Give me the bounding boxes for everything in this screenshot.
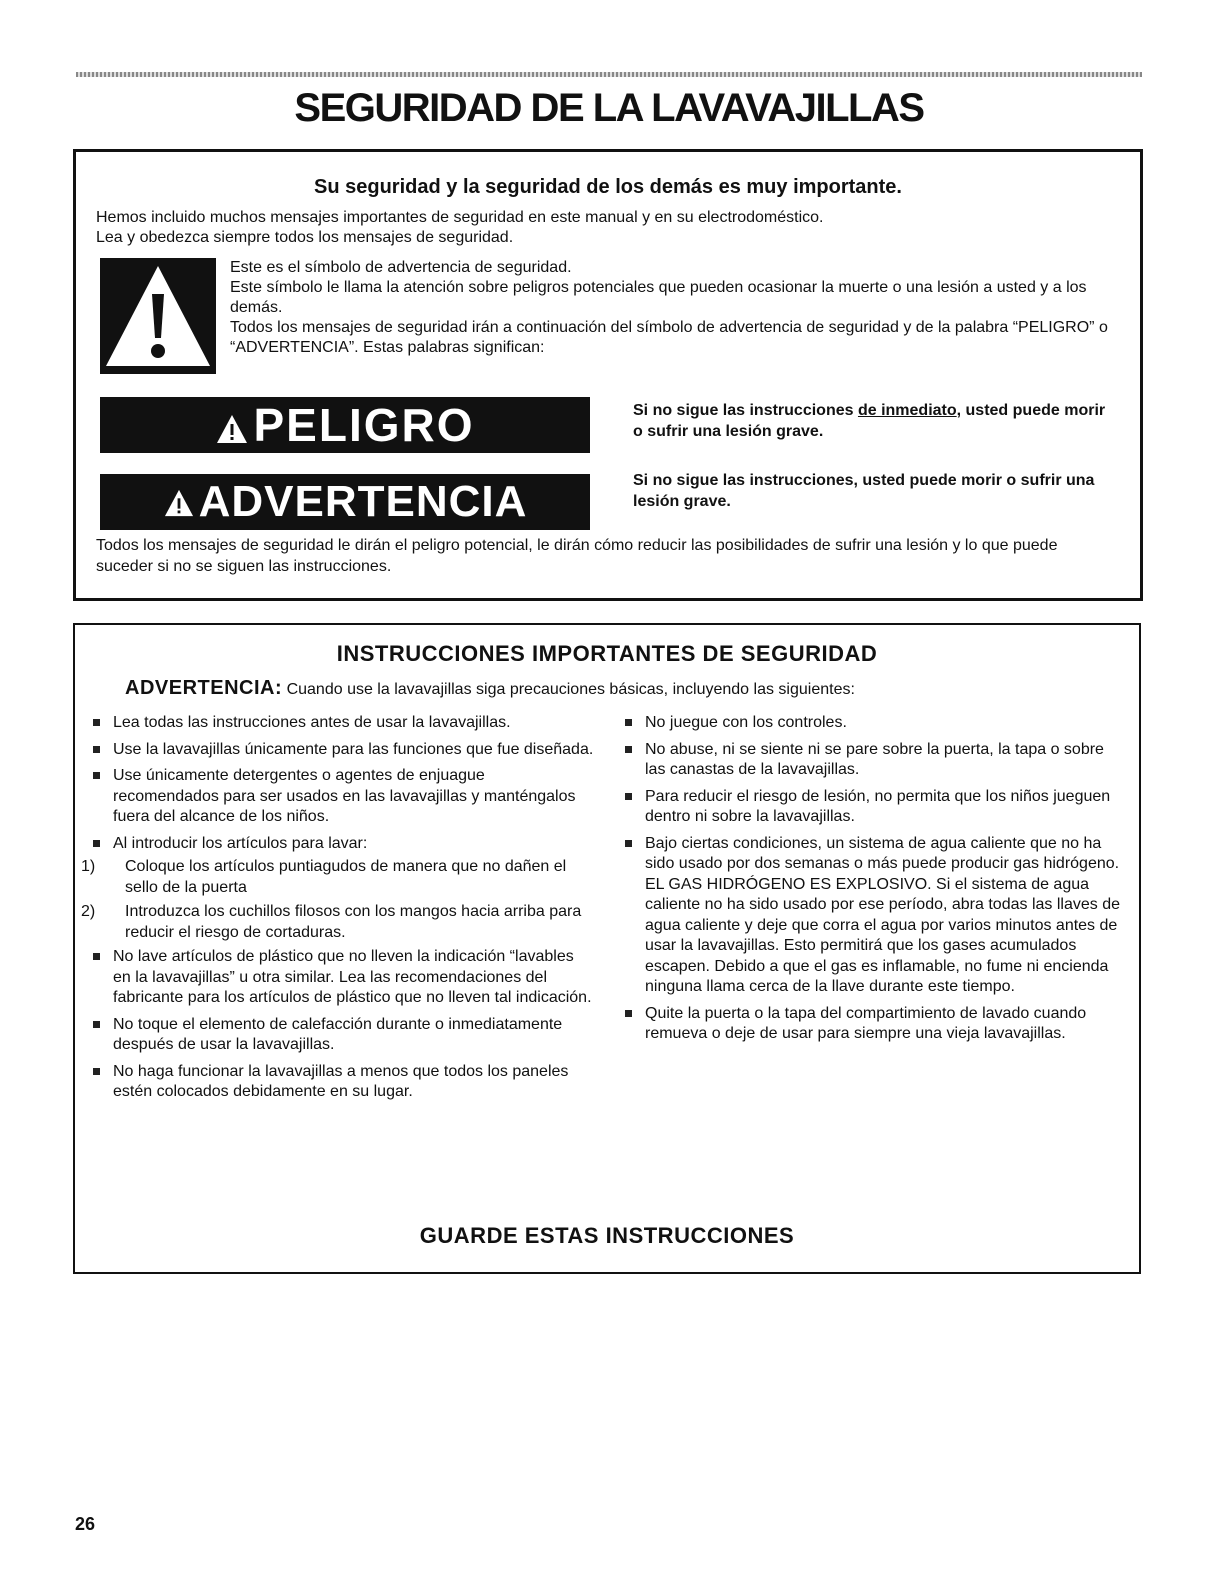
list-item-text: No juegue con los controles. (645, 714, 847, 731)
list-item-text: Al introducir los artículos para lavar: (113, 834, 368, 852)
instructions-warning (125, 677, 855, 700)
safety-alert-symbol-icon (100, 258, 216, 374)
bullet-icon (625, 746, 632, 753)
list-item-text: Use únicamente detergentes o agentes de enjuague recomendados para ser usados en las lavavajillas y manténgalos fuera del alcance de los niños. (113, 767, 576, 825)
sub-list-item (81, 857, 595, 898)
sub-list-item (81, 902, 595, 943)
bullet-icon (625, 1010, 632, 1017)
bullet-icon (93, 772, 100, 779)
list-item-text: Use la lavavajillas únicamente para las funciones que fue diseñada. (113, 740, 594, 758)
danger-desc-part: , usted puede morir o sufrir una lesión grave. (633, 402, 1106, 440)
symbol-text-3: Todos los mensajes de seguridad irán a continuación del símbolo de advertencia de seguridad y de la palabra “PELIGRO” o “ADVERTENCIA”. Estas palabras significan: (230, 319, 1108, 356)
instructions-left-column (81, 713, 595, 1109)
safety-intro-line-2: Lea y obedezca siempre todos los mensajes de seguridad. (96, 229, 514, 246)
danger-desc-part: Si no sigue las instrucciones (633, 402, 858, 419)
save-instructions-heading: GUARDE ESTAS INSTRUCCIONES (419, 1223, 795, 1248)
symbol-text-2: Este símbolo le llama la atención sobre peligros potenciales que pueden ocasionar la muerte o una lesión a usted y a los demás. (230, 279, 1087, 316)
bullet-icon (93, 1068, 100, 1075)
list-item-text: No haga funcionar la lavavajillas a menos que todos los paneles estén colocados debidamente en su lugar. (113, 1062, 569, 1100)
top-rule (76, 72, 1142, 77)
list-item (85, 834, 595, 855)
danger-banner (100, 397, 590, 453)
list-item-text: Bajo ciertas condiciones, un sistema de agua caliente que no ha sido usado por dos semanas o más puede producir gas hidrógeno. EL GAS HIDRÓGENO ES EXPLOSIVO. Si el sistema de agua caliente no ha sido usado por ese período, abra todas las llaves de agua caliente y deje que corra el agua por varios minutos antes de usar la lavavajillas. Esto permitirá que los gases acumulados escapen. Debido a que el gas es inflamable, no fume ni encienda ninguna llama cerca de la llave durante este tiempo. (645, 834, 1120, 995)
list-item (85, 947, 595, 1009)
danger-desc-underlined: de inmediato (857, 402, 957, 419)
list-item-text: No abuse, ni se siente ni se pare sobre la puerta, la tapa o sobre las canastas de la lavavajillas. (645, 740, 1104, 778)
safety-heading: Su seguridad y la seguridad de los demás es muy importante. (314, 176, 902, 198)
warning-description: Si no sigue las instrucciones, usted puede morir o sufrir una lesión grave. (633, 472, 1095, 510)
sub-list-number: 2) (81, 903, 96, 920)
list-item-text: Lea todas las instrucciones antes de usar la lavavajillas. (113, 714, 511, 731)
warning-triangle-icon (163, 476, 195, 532)
list-item-text: No toque el elemento de calefacción durante o inmediatamente después de usar la lavavajillas. (113, 1015, 563, 1053)
symbol-explanation (230, 258, 1110, 358)
instructions-warning-text: Cuando use la lavavajillas siga precauciones básicas, incluyendo las siguientes: (282, 681, 855, 698)
page-title: SEGURIDAD DE LA LAVAVAJILLAS (294, 86, 924, 130)
safety-box (73, 149, 1143, 601)
warning-banner (100, 474, 590, 530)
list-item (617, 1004, 1127, 1045)
danger-description (633, 400, 1113, 442)
bullet-icon (93, 746, 100, 753)
sub-list-number: 1) (81, 858, 96, 875)
list-item (617, 713, 1127, 734)
safety-intro (96, 208, 824, 248)
safety-intro-line-1: Hemos incluido muchos mensajes importantes de seguridad en este manual y en su electrodoméstico. (96, 209, 824, 226)
list-item (617, 834, 1127, 998)
warning-label: ADVERTENCIA (198, 477, 528, 526)
list-item-text: No lave artículos de plástico que no lleven la indicación “lavables en la lavavajillas” u otra similar. Lea las recomendaciones del fabricante para los artículos de plástico que no lleven tal indicación. (113, 948, 592, 1006)
bullet-icon (625, 840, 632, 847)
safety-closing: Todos los mensajes de seguridad le dirán el peligro potencial, le dirán cómo reducir las posibilidades de sufrir una lesión y lo que puede suceder si no se siguen las instrucciones. (96, 537, 1058, 575)
list-item (85, 1062, 595, 1103)
bullet-icon (93, 1021, 100, 1028)
list-item (85, 1015, 595, 1056)
bullet-icon (625, 719, 632, 726)
list-item (617, 740, 1127, 781)
sub-list-text: Coloque los artículos puntiagudos de manera que no dañen el sello de la puerta (125, 858, 567, 896)
bullet-icon (93, 953, 100, 960)
instructions-right-column (617, 713, 1127, 1051)
list-item (617, 787, 1127, 828)
list-item (85, 766, 595, 828)
sub-list-text: Introduzca los cuchillos filosos con los mangos hacia arriba para reducir el riesgo de cortaduras. (125, 903, 582, 941)
instructions-heading: INSTRUCCIONES IMPORTANTES DE SEGURIDAD (336, 641, 878, 666)
instructions-box (73, 623, 1141, 1274)
danger-label: PELIGRO (253, 399, 475, 451)
bullet-icon (625, 793, 632, 800)
list-item-text: Para reducir el riesgo de lesión, no permita que los niños jueguen dentro ni sobre la lavavajillas. (645, 787, 1111, 825)
instructions-warning-label: ADVERTENCIA: (125, 677, 283, 699)
warning-triangle-icon (215, 401, 249, 457)
page-number: 26 (75, 1514, 96, 1534)
list-item (85, 713, 595, 734)
symbol-text-1: Este es el símbolo de advertencia de seguridad. (230, 259, 572, 276)
bullet-icon (93, 719, 100, 726)
list-item-text: Quite la puerta o la tapa del compartimiento de lavado cuando remueva o deje de usar para siempre una vieja lavavajillas. (645, 1004, 1087, 1042)
list-item (85, 740, 595, 761)
bullet-icon (93, 840, 100, 847)
